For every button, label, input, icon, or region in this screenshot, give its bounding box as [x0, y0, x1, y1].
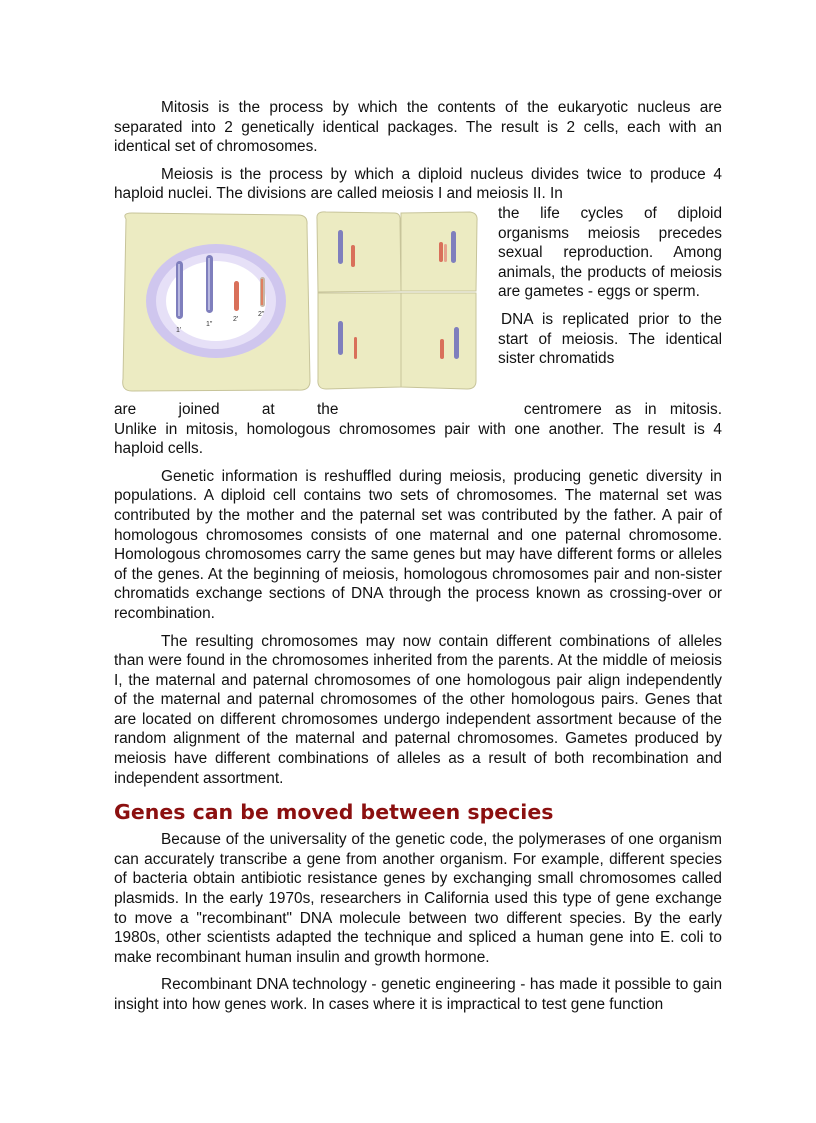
document-page: [114, 98, 722, 1023]
figure-wrap-section: [114, 204, 722, 400]
paragraph-meiosis-side-2: DNA is replicated prior to the start of meiosis. The identical sister chromatids: [498, 310, 722, 368]
label-1prime: 1': [176, 326, 182, 334]
label-2prime: 2': [233, 315, 239, 323]
paragraph-meiosis-side-1: the life cycles of diploid organisms meiosis precedes sexual reproduction. Among animals, the products of meiosis are gametes - eggs or sperm.: [498, 204, 722, 301]
joined-right: centromere as in mitosis.: [523, 400, 722, 418]
chromosome-2a: [234, 281, 239, 311]
label-2dprime: 2": [258, 310, 265, 318]
paragraph-meiosis-intro: Meiosis is the process by which a diploid nucleus divides twice to produce 4 haploid nuclei. The divisions are called meiosis I and meiosis II. In: [114, 165, 722, 203]
label-1dprime: 1": [206, 320, 213, 328]
paragraph-mitosis: Mitosis is the process by which the contents of the eukaryotic nucleus are separated into 2 genetically identical packages. The result is 2 cells, each with an identical set of chromosomes.: [114, 99, 722, 156]
paragraph-resulting: The resulting chromosomes may now contain different combinations of alleles than were found in the chromosomes inherited from the parents. At the middle of meiosis I, the maternal and paternal chromosomes of one homologous pair align independently of the maternal and paternal chromosomes of the other homologous pairs. Genes that are located on different chromosomes undergo independent assortment because of the random alignment of the maternal and paternal chromosomes. Gametes produced by meiosis have different combinations of alleles as a result of both recombination and independent assortment.: [114, 632, 722, 787]
paragraph-universality: Because of the universality of the genetic code, the polymerases of one organism can accurately transcribe a gene from another organism. For example, different species of bacteria obtain antibiotic resistance genes by exchanging small chromosomes called plasmids. In the early 1970s, researchers in California used this type of gene exchange to move a "recombinant" DNA molecule between two different species. By the early 1980s, other scientists adapted the technique and spliced a human gene into E. coli to make recombinant human insulin and growth hormone.: [114, 831, 722, 966]
paragraph-recombinant: Recombinant DNA technology - genetic engineering - has made it possible to gain insight into how genes work. In cases where it is impractical to test gene function: [114, 976, 722, 1013]
meiosis-figure: [118, 209, 482, 393]
joined-left: are joined at the: [114, 400, 339, 418]
section-heading: Genes can be moved between species: [114, 800, 554, 825]
haploid-cells: [317, 212, 477, 389]
paragraph-genetic-info: Genetic information is reshuffled during meiosis, producing genetic diversity in populations. A diploid cell contains two sets of chromosomes. The maternal set was contributed by the mother and the paternal set was contributed by the father. A pair of homologous chromosomes consists of one maternal and one paternal chromosome. Homologous chromosomes carry the same genes but may have different forms or alleles of the genes. At the beginning of meiosis, homologous chromosomes pair and non-sister chromatids exchange sections of DNA through the process known as crossing-over or recombination.: [114, 467, 722, 622]
paragraph-meiosis-end: Unlike in mitosis, homologous chromosomes pair with one another. The result is 4 haploid cells.: [114, 420, 722, 458]
side-text: [498, 204, 722, 369]
joined-line: [114, 400, 722, 420]
